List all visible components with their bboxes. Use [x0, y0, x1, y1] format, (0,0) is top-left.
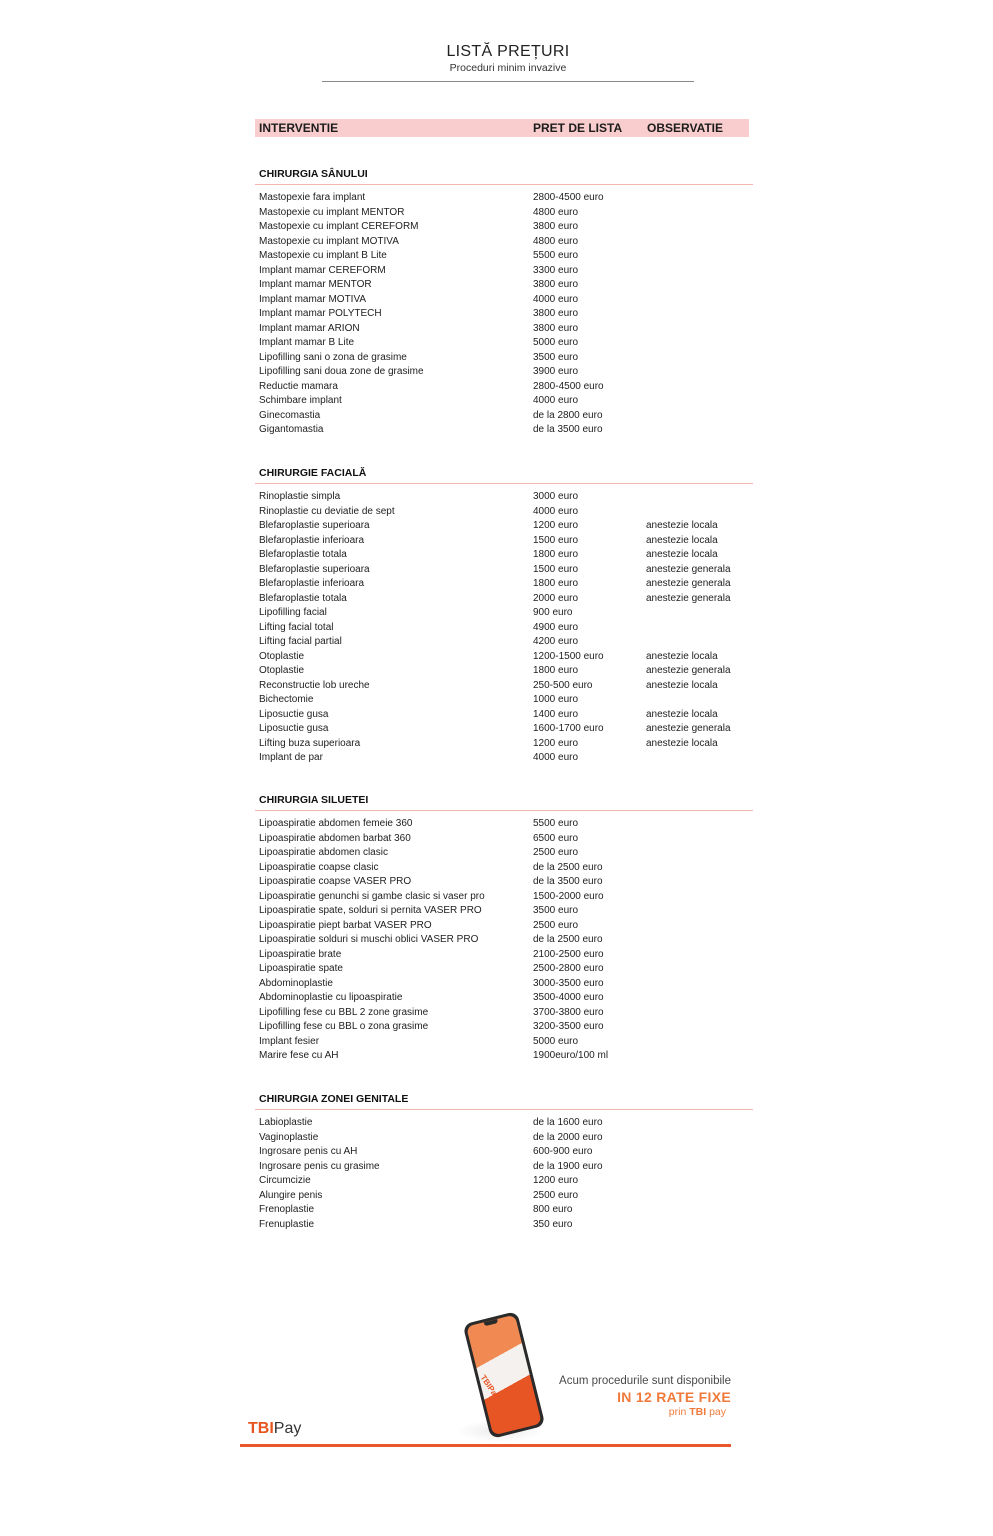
- procedure-price: de la 2500 euro: [533, 934, 603, 945]
- table-row: [255, 191, 753, 206]
- procedure-price: 1800 euro: [533, 578, 579, 589]
- section-title: CHIRURGIA SÂNULUI: [259, 168, 368, 180]
- table-row: [255, 621, 753, 636]
- procedure-price: 3800 euro: [533, 308, 579, 319]
- table-row: [255, 751, 753, 766]
- table-row: [255, 977, 753, 992]
- procedure-price: 900 euro: [533, 607, 573, 618]
- table-row: [255, 606, 753, 621]
- procedure-name: Lifting facial partial: [259, 636, 342, 647]
- section-divider: [255, 810, 753, 811]
- document-title-block: [322, 42, 694, 74]
- procedure-price: 2500-2800 euro: [533, 963, 604, 974]
- phone-logo: TBIPay: [478, 1373, 502, 1401]
- promo-line-3: [559, 1406, 731, 1419]
- phone-screen: [466, 1315, 542, 1436]
- procedure-name: Blefaroplastie totala: [259, 592, 347, 604]
- procedure-price: 1500-2000 euro: [533, 890, 604, 902]
- procedure-note: anestezie locala: [646, 534, 718, 546]
- procedure-name: Lipoaspiratie spate: [259, 963, 343, 974]
- procedure-name: Mastopexie cu implant MENTOR: [259, 206, 405, 218]
- table-row: [255, 1174, 753, 1189]
- procedure-note: anestezie generala: [646, 578, 731, 589]
- procedure-name: Abdominoplastie: [259, 977, 333, 989]
- procedure-name: Marire fese cu AH: [259, 1050, 339, 1061]
- procedure-price: 2500 euro: [533, 847, 579, 858]
- procedure-name: Lipoaspiratie solduri si muschi oblici VASER PRO: [259, 934, 479, 945]
- procedure-price: 1400 euro: [533, 708, 579, 720]
- table-row: [255, 380, 753, 395]
- procedure-name: Otoplastie: [259, 665, 305, 676]
- header-intervention: INTERVENTIE: [259, 121, 339, 135]
- table-row: [255, 861, 753, 876]
- procedure-note: anestezie locala: [646, 679, 718, 691]
- procedure-price: 350 euro: [533, 1218, 573, 1230]
- title-divider: [322, 81, 694, 82]
- table-row: [255, 1203, 753, 1218]
- procedure-price: 4800 euro: [533, 206, 579, 218]
- table-row: [255, 679, 753, 694]
- procedure-price: 3500 euro: [533, 351, 579, 363]
- procedure-name: Mastopexie cu implant MOTIVA: [259, 235, 399, 247]
- procedure-price: 4000 euro: [533, 505, 579, 517]
- procedure-name: Frenoplastie: [259, 1204, 315, 1215]
- page-title: LISTĂ PREȚURI: [446, 43, 570, 60]
- section-2: [255, 793, 753, 1064]
- procedure-name: Ingrosare penis cu AH: [259, 1146, 358, 1157]
- section-title: CHIRURGIE FACIALĂ: [259, 467, 367, 479]
- table-row: [255, 1116, 753, 1131]
- table-row: [255, 904, 753, 919]
- table-row: [255, 394, 753, 409]
- table-row: [255, 650, 753, 665]
- procedure-name: Implant fesier: [259, 1035, 320, 1047]
- table-row: [255, 1189, 753, 1204]
- table-row: [255, 1131, 753, 1146]
- table-row: [255, 519, 753, 534]
- section-divider: [255, 1109, 753, 1110]
- procedure-name: Reductie mamara: [259, 380, 338, 392]
- table-row: [255, 563, 753, 578]
- table-row: [255, 351, 753, 366]
- procedure-price: 250-500 euro: [533, 679, 593, 691]
- procedure-name: Lifting buza superioara: [259, 737, 361, 749]
- promo-suffix: pay: [709, 1406, 726, 1418]
- procedure-name: Bichectomie: [259, 694, 314, 705]
- procedure-name: Lifting facial total: [259, 621, 334, 633]
- table-row: [255, 278, 753, 293]
- procedure-name: Circumcizie: [259, 1175, 311, 1186]
- procedure-name: Lipoaspiratie spate, solduri si pernita VASER PRO: [259, 905, 482, 916]
- procedure-name: Blefaroplastie totala: [259, 549, 347, 560]
- procedure-name: Implant mamar CEREFORM: [259, 264, 386, 276]
- procedure-price: de la 2500 euro: [533, 861, 603, 873]
- procedure-name: Lipofilling sani o zona de grasime: [259, 351, 407, 363]
- procedure-name: Ingrosare penis cu grasime: [259, 1160, 380, 1172]
- procedure-price: 4200 euro: [533, 636, 579, 647]
- procedure-name: Lipoaspiratie abdomen barbat 360: [259, 832, 411, 844]
- table-row: [255, 548, 753, 563]
- procedure-price: 3900 euro: [533, 366, 579, 377]
- procedure-price: 2800-4500 euro: [533, 380, 604, 392]
- procedure-price: 1800 euro: [533, 665, 579, 676]
- table-row: [255, 1035, 753, 1050]
- procedure-name: Schimbare implant: [259, 395, 342, 406]
- procedure-name: Lipofilling facial: [259, 607, 327, 618]
- procedure-price: 2000 euro: [533, 592, 579, 604]
- procedure-price: 3700-3800 euro: [533, 1006, 604, 1018]
- procedure-price: de la 2800 euro: [533, 409, 603, 421]
- table-row: [255, 832, 753, 847]
- procedure-note: anestezie generala: [646, 723, 731, 734]
- procedure-name: Lipoaspiratie abdomen clasic: [259, 847, 388, 858]
- procedure-note: anestezie generala: [646, 563, 731, 575]
- procedure-note: anestezie generala: [646, 592, 731, 604]
- procedure-name: Lipoaspiratie coapse VASER PRO: [259, 876, 412, 887]
- table-row: [255, 664, 753, 679]
- procedure-note: anestezie generala: [646, 665, 731, 676]
- promo-line-1: Acum procedurile sunt disponibile: [559, 1375, 731, 1387]
- phone-notch: [484, 1319, 499, 1326]
- procedure-price: 1500 euro: [533, 563, 579, 575]
- procedure-price: 3200-3500 euro: [533, 1021, 604, 1032]
- procedure-price: 3500-4000 euro: [533, 992, 604, 1003]
- procedure-name: Lipoaspiratie abdomen femeie 360: [259, 818, 413, 829]
- procedure-price: 1200 euro: [533, 520, 579, 531]
- procedure-price: 3000-3500 euro: [533, 977, 604, 989]
- header-price: PRET DE LISTA: [533, 121, 623, 135]
- promo-line-2: IN 12 RATE FIXE: [617, 1389, 731, 1405]
- procedure-name: Implant mamar ARION: [259, 322, 360, 334]
- section-1: [255, 466, 753, 766]
- procedure-name: Mastopexie cu implant CEREFORM: [259, 221, 419, 232]
- table-row: [255, 737, 753, 752]
- procedure-price: 4800 euro: [533, 235, 579, 247]
- table-row: [255, 264, 753, 279]
- procedure-name: Liposuctie gusa: [259, 723, 329, 734]
- promo-brand: TBI: [689, 1406, 707, 1418]
- table-row: [255, 592, 753, 607]
- procedure-price: 4000 euro: [533, 293, 579, 305]
- procedure-name: Lipofilling sani doua zone de grasime: [259, 366, 424, 377]
- section-divider: [255, 483, 753, 484]
- procedure-price: 1200 euro: [533, 737, 579, 749]
- promo-prefix: prin: [668, 1406, 687, 1418]
- procedure-name: Lipofilling fese cu BBL 2 zone grasime: [259, 1006, 429, 1018]
- table-row: [255, 206, 753, 221]
- table-row: [255, 322, 753, 337]
- procedure-price: 600-900 euro: [533, 1146, 593, 1157]
- table-row: [255, 1145, 753, 1160]
- procedure-name: Blefaroplastie inferioara: [259, 578, 365, 589]
- phone-illustration-icon: [463, 1311, 546, 1439]
- procedure-note: anestezie locala: [646, 650, 718, 662]
- procedure-name: Mastopexie fara implant: [259, 192, 366, 203]
- table-row: [255, 505, 753, 520]
- procedure-price: 5000 euro: [533, 1035, 579, 1047]
- procedure-name: Implant mamar B Lite: [259, 337, 355, 348]
- procedure-price: 1200-1500 euro: [533, 650, 604, 662]
- table-row: [255, 249, 753, 264]
- table-row: [255, 220, 753, 235]
- procedure-price: 5500 euro: [533, 250, 579, 261]
- procedure-name: Mastopexie cu implant B Lite: [259, 250, 387, 261]
- table-row: [255, 635, 753, 650]
- table-row: [255, 534, 753, 549]
- procedure-price: 5000 euro: [533, 337, 579, 348]
- procedure-note: anestezie locala: [646, 708, 718, 720]
- table-row: [255, 1049, 753, 1064]
- header-notes: OBSERVATIE: [647, 121, 724, 135]
- table-row: [255, 365, 753, 380]
- page-subtitle: Proceduri minim invazive: [449, 62, 567, 74]
- procedure-price: de la 3500 euro: [533, 876, 603, 887]
- procedure-price: de la 3500 euro: [533, 424, 603, 435]
- procedure-note: anestezie locala: [646, 520, 718, 531]
- procedure-name: Gigantomastia: [259, 424, 324, 435]
- table-row: [255, 890, 753, 905]
- procedure-price: 2500 euro: [533, 1189, 579, 1201]
- table-row: [255, 423, 753, 438]
- procedure-name: Lipofilling fese cu BBL o zona grasime: [259, 1021, 429, 1032]
- table-row: [255, 1160, 753, 1175]
- section-0: [255, 167, 753, 438]
- procedure-price: 3500 euro: [533, 905, 579, 916]
- procedure-name: Blefaroplastie inferioara: [259, 534, 365, 546]
- table-row: [255, 817, 753, 832]
- procedure-price: 2500 euro: [533, 919, 579, 931]
- procedure-price: 2100-2500 euro: [533, 948, 604, 960]
- table-row: [255, 1218, 753, 1233]
- table-row: [255, 307, 753, 322]
- procedure-price: de la 1600 euro: [533, 1117, 603, 1128]
- procedure-name: Vaginoplastie: [259, 1131, 319, 1143]
- procedure-name: Blefaroplastie superioara: [259, 520, 370, 531]
- procedure-name: Liposuctie gusa: [259, 708, 329, 720]
- logo-tbi: TBI: [248, 1420, 274, 1437]
- table-row: [255, 875, 753, 890]
- table-row: [255, 948, 753, 963]
- procedure-price: 1200 euro: [533, 1175, 579, 1186]
- procedure-name: Rinoplastie simpla: [259, 491, 341, 502]
- procedure-name: Ginecomastia: [259, 409, 321, 421]
- procedure-price: 3800 euro: [533, 221, 579, 232]
- procedure-name: Lipoaspiratie piept barbat VASER PRO: [259, 919, 432, 931]
- procedure-price: de la 1900 euro: [533, 1160, 603, 1172]
- table-row: [255, 933, 753, 948]
- procedure-price: 3300 euro: [533, 264, 579, 276]
- procedure-price: 2800-4500 euro: [533, 192, 604, 203]
- procedure-price: 3800 euro: [533, 279, 579, 290]
- procedure-name: Frenuplastie: [259, 1218, 315, 1230]
- procedure-price: 4000 euro: [533, 752, 579, 763]
- procedure-price: 4000 euro: [533, 395, 579, 406]
- procedure-name: Implant mamar POLYTECH: [259, 308, 382, 319]
- table-row: [255, 991, 753, 1006]
- tbipay-banner: [240, 1310, 735, 1450]
- section-title: CHIRURGIA SILUETEI: [259, 794, 369, 806]
- procedure-name: Implant mamar MOTIVA: [259, 293, 367, 305]
- table-row: [255, 235, 753, 250]
- tbipay-logo: [248, 1420, 301, 1438]
- table-row: [255, 846, 753, 861]
- table-row: [255, 1020, 753, 1035]
- table-row: [255, 336, 753, 351]
- table-row: [255, 1006, 753, 1021]
- procedure-name: Blefaroplastie superioara: [259, 563, 370, 575]
- procedure-name: Otoplastie: [259, 650, 305, 662]
- procedure-price: 1600-1700 euro: [533, 723, 604, 734]
- procedure-note: anestezie locala: [646, 549, 718, 560]
- table-row: [255, 693, 753, 708]
- procedure-name: Abdominoplastie cu lipoaspiratie: [259, 992, 403, 1003]
- table-row: [255, 409, 753, 424]
- procedure-name: Lipoaspiratie genunchi si gambe clasic si vaser pro: [259, 890, 485, 902]
- procedure-price: 4900 euro: [533, 621, 579, 633]
- procedure-price: de la 2000 euro: [533, 1131, 603, 1143]
- procedure-price: 1900euro/100 ml: [533, 1050, 609, 1061]
- procedure-name: Reconstructie lob ureche: [259, 679, 370, 691]
- procedure-name: Implant mamar MENTOR: [259, 279, 372, 290]
- table-row: [255, 962, 753, 977]
- table-row: [255, 919, 753, 934]
- section-title: CHIRURGIA ZONEI GENITALE: [259, 1093, 409, 1105]
- procedure-price: 800 euro: [533, 1204, 573, 1215]
- procedure-price: 6500 euro: [533, 832, 579, 844]
- procedure-name: Lipoaspiratie coapse clasic: [259, 861, 379, 873]
- section-divider: [255, 184, 753, 185]
- table-row: [255, 490, 753, 505]
- table-row: [255, 722, 753, 737]
- banner-divider: [240, 1444, 731, 1447]
- table-header: [255, 119, 749, 137]
- procedure-name: Labioplastie: [259, 1117, 313, 1128]
- procedure-price: 5500 euro: [533, 818, 579, 829]
- procedure-name: Rinoplastie cu deviatie de sept: [259, 505, 395, 517]
- procedure-name: Lipoaspiratie brate: [259, 948, 342, 960]
- procedure-price: 1000 euro: [533, 694, 579, 705]
- procedure-price: 1500 euro: [533, 534, 579, 546]
- procedure-price: 3000 euro: [533, 491, 579, 502]
- promo-text: [559, 1374, 731, 1419]
- logo-pay: Pay: [273, 1420, 302, 1437]
- procedure-price: 3800 euro: [533, 322, 579, 334]
- table-row: [255, 708, 753, 723]
- procedure-note: anestezie locala: [646, 737, 718, 749]
- procedure-name: Implant de par: [259, 752, 323, 763]
- table-row: [255, 293, 753, 308]
- procedure-price: 1800 euro: [533, 549, 579, 560]
- section-3: [255, 1092, 753, 1232]
- table-row: [255, 577, 753, 592]
- procedure-name: Alungire penis: [259, 1189, 323, 1201]
